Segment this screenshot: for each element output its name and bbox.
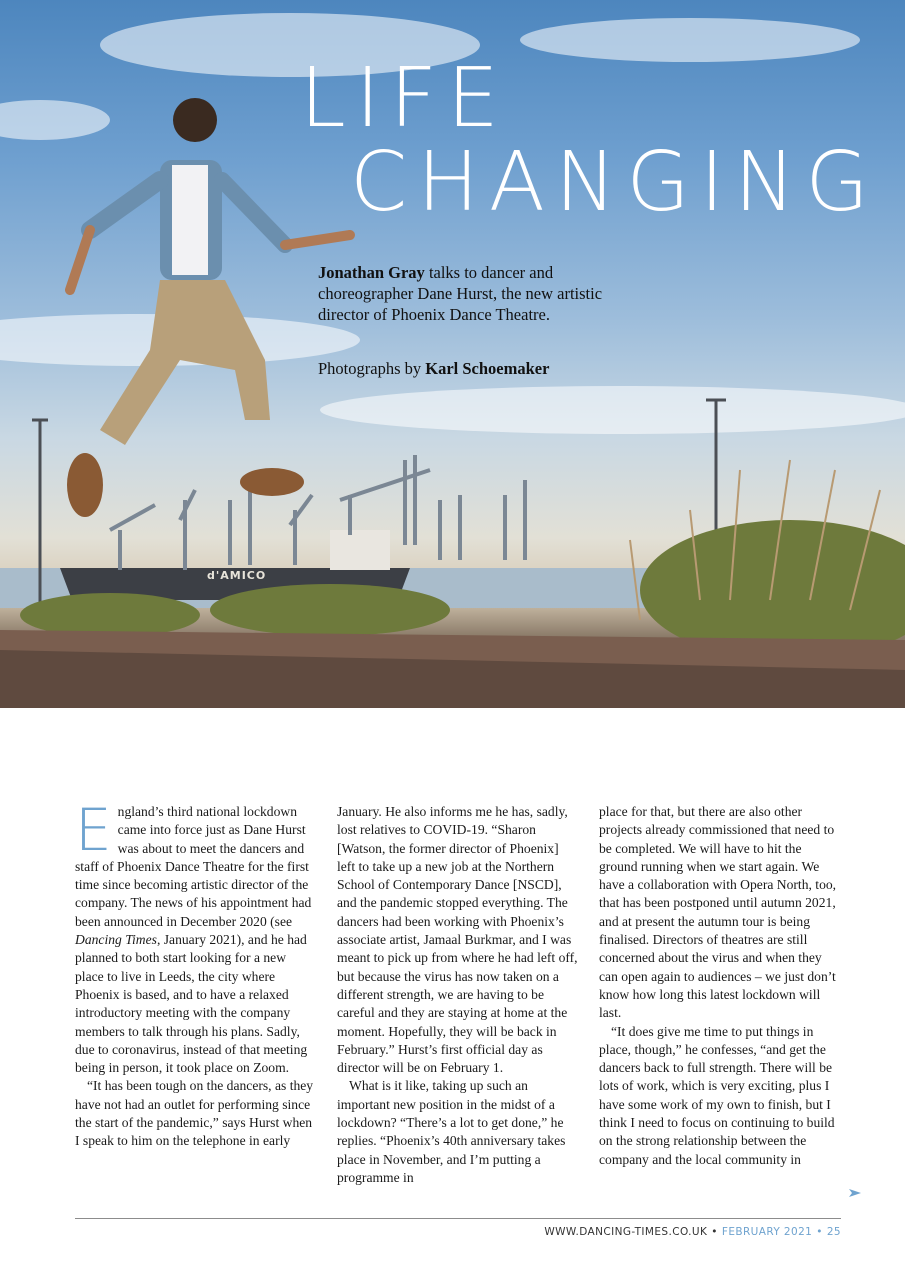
footer-website: WWW.DANCING-TIMES.CO.UK: [544, 1226, 708, 1238]
paragraph: place for that, but there are also other projects already commissioned that need to be completed. We will have to hit the ground running when we start again. We have a collaboration with Opera North, too, that has been postponed until autumn 2021, and at present the autumn tour is being finalised. Directors of theatres are still concerned about the virus and when they can open again to audiences – we just don’t know how long this latest lockdown will last.: [599, 804, 837, 1021]
photo-credit: [318, 358, 638, 379]
headline-line-2: CHANGING: [350, 135, 879, 230]
headline: [0, 0, 905, 240]
article-column-1: [75, 796, 317, 1151]
page-number: 25: [826, 1226, 841, 1238]
standfirst: [318, 262, 618, 325]
publication-title: Dancing Times: [75, 932, 157, 948]
paragraph: [75, 796, 317, 1077]
paragraph: January. He also informs me he has, sadly, lost relatives to COVID-19. “Sharon [Watson, the former director of Phoenix] left to take up a new job at the Northern School of Contemporary Dance [NSCD], and the pandemic stopped everything. The dancers had been working with Phoenix’s associate artist, Jamaal Burkmar, and I was meant to pick up from where he had left off, but because the virus has now taken on a different strength, we are having to be careful and they are staying at home at the moment. Hopefully, they will be back in February.” Hurst’s first official day as director will be on February 1.: [337, 804, 578, 1076]
footer-separator: •: [816, 1226, 823, 1238]
article-column-3: [599, 803, 841, 1169]
paragraph-text: , January 2021), and he had planned to both start looking for a new place to live in Leeds, the city where Phoenix is based, and to have a relaxed introductory meeting with the company members to talk through his plans. Sadly, due to coronavirus, instead of that meeting being in person, it took place on Zoom.: [75, 932, 308, 1076]
drop-cap: E: [75, 796, 112, 864]
photo-credit-prefix: Photographs by: [318, 359, 426, 378]
paragraph: “It has been tough on the dancers, as they have not had an outlet for performing since the start of the pandemic,” says Hurst when I speak to him on the telephone in early: [75, 1078, 314, 1149]
photographer-name: Karl Schoemaker: [425, 359, 550, 378]
footer-issue-date: FEBRUARY 2021: [721, 1226, 813, 1238]
standfirst-text: talks to dancer and choreographer Dane Hurst, the new artistic director of Phoenix Dance Theatre.: [318, 263, 603, 324]
article-column-2: [337, 803, 579, 1187]
paragraph: What is it like, taking up such an important new position in the midst of a lockdown? “There’s a lot to get done,” he replies. “Phoenix’s 40th anniversary takes place in November, and I’m putting a programme in: [337, 1078, 566, 1185]
footer-separator: •: [711, 1226, 718, 1238]
page-footer: [544, 1226, 841, 1238]
paragraph: “It does give me time to put things in place, though,” he confesses, “and get the dancers back to full strength. There will be lots of work, which is very exciting, plus I have some work of my own to finish, but I think I need to focus on continuing to build on the strong relationship between the company and the local community in: [599, 1023, 835, 1167]
headline-line-1: LIFE: [300, 51, 509, 146]
footer-rule: [75, 1218, 841, 1219]
standfirst-author: Jonathan Gray: [318, 263, 425, 282]
ship-lettering: d'AMICO: [207, 569, 267, 582]
continue-arrow-icon: [848, 1186, 862, 1200]
paragraph-text: ngland’s third national lockdown came into force just as Dane Hurst was about to meet the dancers and staff of Phoenix Dance Theatre for the first time since becoming artistic director of the company. The news of his appointment had been announced in December 2020 (see: [75, 804, 312, 929]
